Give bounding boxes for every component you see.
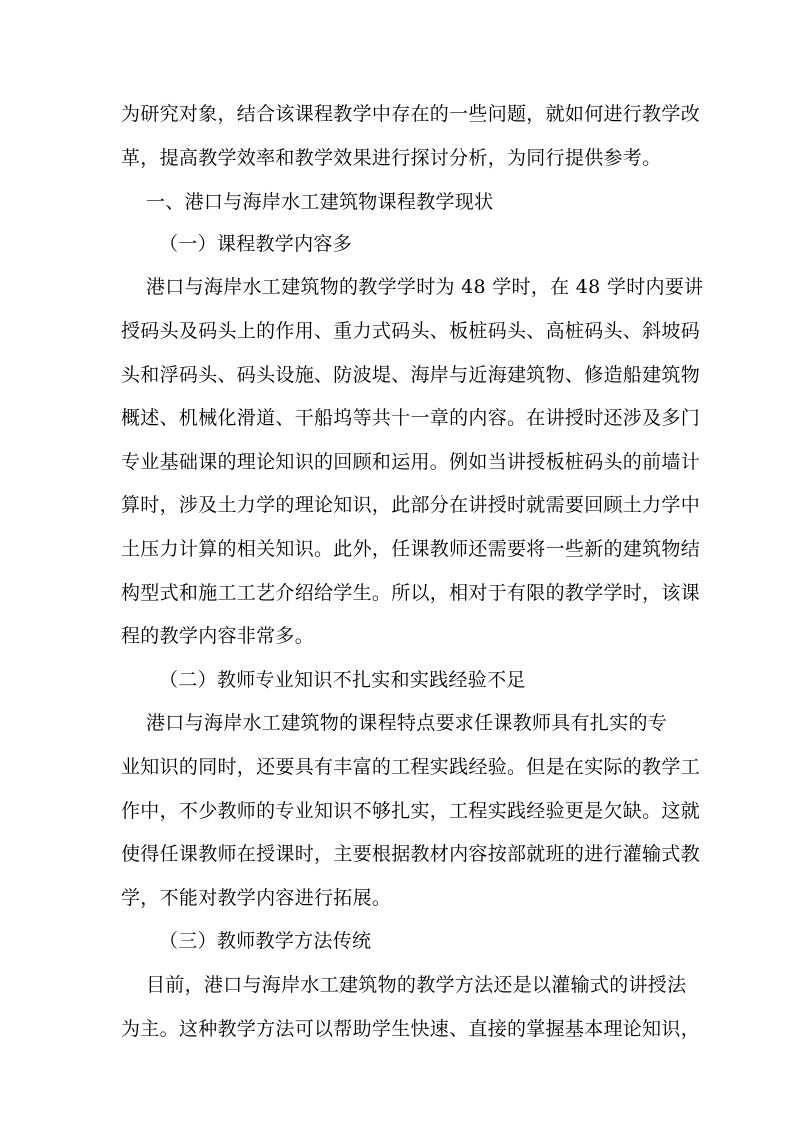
- text-line: 专业基础课的理论知识的回顾和运用。例如当讲授板桩码头的前墙计: [121, 451, 701, 473]
- subsection-heading: （一）课程教学内容多: [159, 233, 353, 255]
- section-heading: 一、港口与海岸水工建筑物课程教学现状: [146, 191, 494, 213]
- text-line: 使得任课教师在授课时，主要根据教材内容按部就班的进行灌输式教: [121, 843, 701, 865]
- text-line: 程的教学内容非常多。: [121, 625, 315, 647]
- text-line: 业知识的同时，还要具有丰富的工程实践经验。但是在实际的教学工: [121, 756, 701, 778]
- text-line: 港口与海岸水工建筑物的课程特点要求任课教师具有扎实的专: [146, 712, 668, 734]
- subsection-heading: （二）教师专业知识不扎实和实践经验不足: [159, 669, 526, 691]
- text-line: 革，提高教学效率和教学效果进行探讨分析，为同行提供参考。: [121, 147, 662, 169]
- text-line: 学，不能对教学内容进行拓展。: [121, 887, 392, 909]
- text-line: 目前，港口与海岸水工建筑物的教学方法还是以灌输式的讲授法: [146, 974, 687, 996]
- text-line: 港口与海岸水工建筑物的教学学时为 48 学时，在 48 学时内要讲: [146, 276, 704, 298]
- text-line: 构型式和施工工艺介绍给学生。所以，相对于有限的教学学时，该课: [121, 582, 701, 604]
- text-line: 概述、机械化滑道、干船坞等共十一章的内容。在讲授时还涉及多门: [121, 407, 701, 429]
- text-line: 作中，不少教师的专业知识不够扎实，工程实践经验更是欠缺。这就: [121, 800, 701, 822]
- text-line: 土压力计算的相关知识。此外，任课教师还需要将一些新的建筑物结: [121, 538, 701, 560]
- text-line: 授码头及码头上的作用、重力式码头、板桩码头、高桩码头、斜坡码: [121, 320, 701, 342]
- subsection-heading: （三）教师教学方法传统: [159, 930, 372, 952]
- text-line: 头和浮码头、码头设施、防波堤、海岸与近海建筑物、修造船建筑物: [121, 364, 701, 386]
- text-line: 为主。这种教学方法可以帮助学生快速、直接的掌握基本理论知识，: [121, 1018, 701, 1040]
- text-line: 为研究对象，结合该课程教学中存在的一些问题，就如何进行教学改: [121, 103, 701, 125]
- text-line: 算时，涉及土力学的理论知识，此部分在讲授时就需要回顾土力学中: [121, 494, 701, 516]
